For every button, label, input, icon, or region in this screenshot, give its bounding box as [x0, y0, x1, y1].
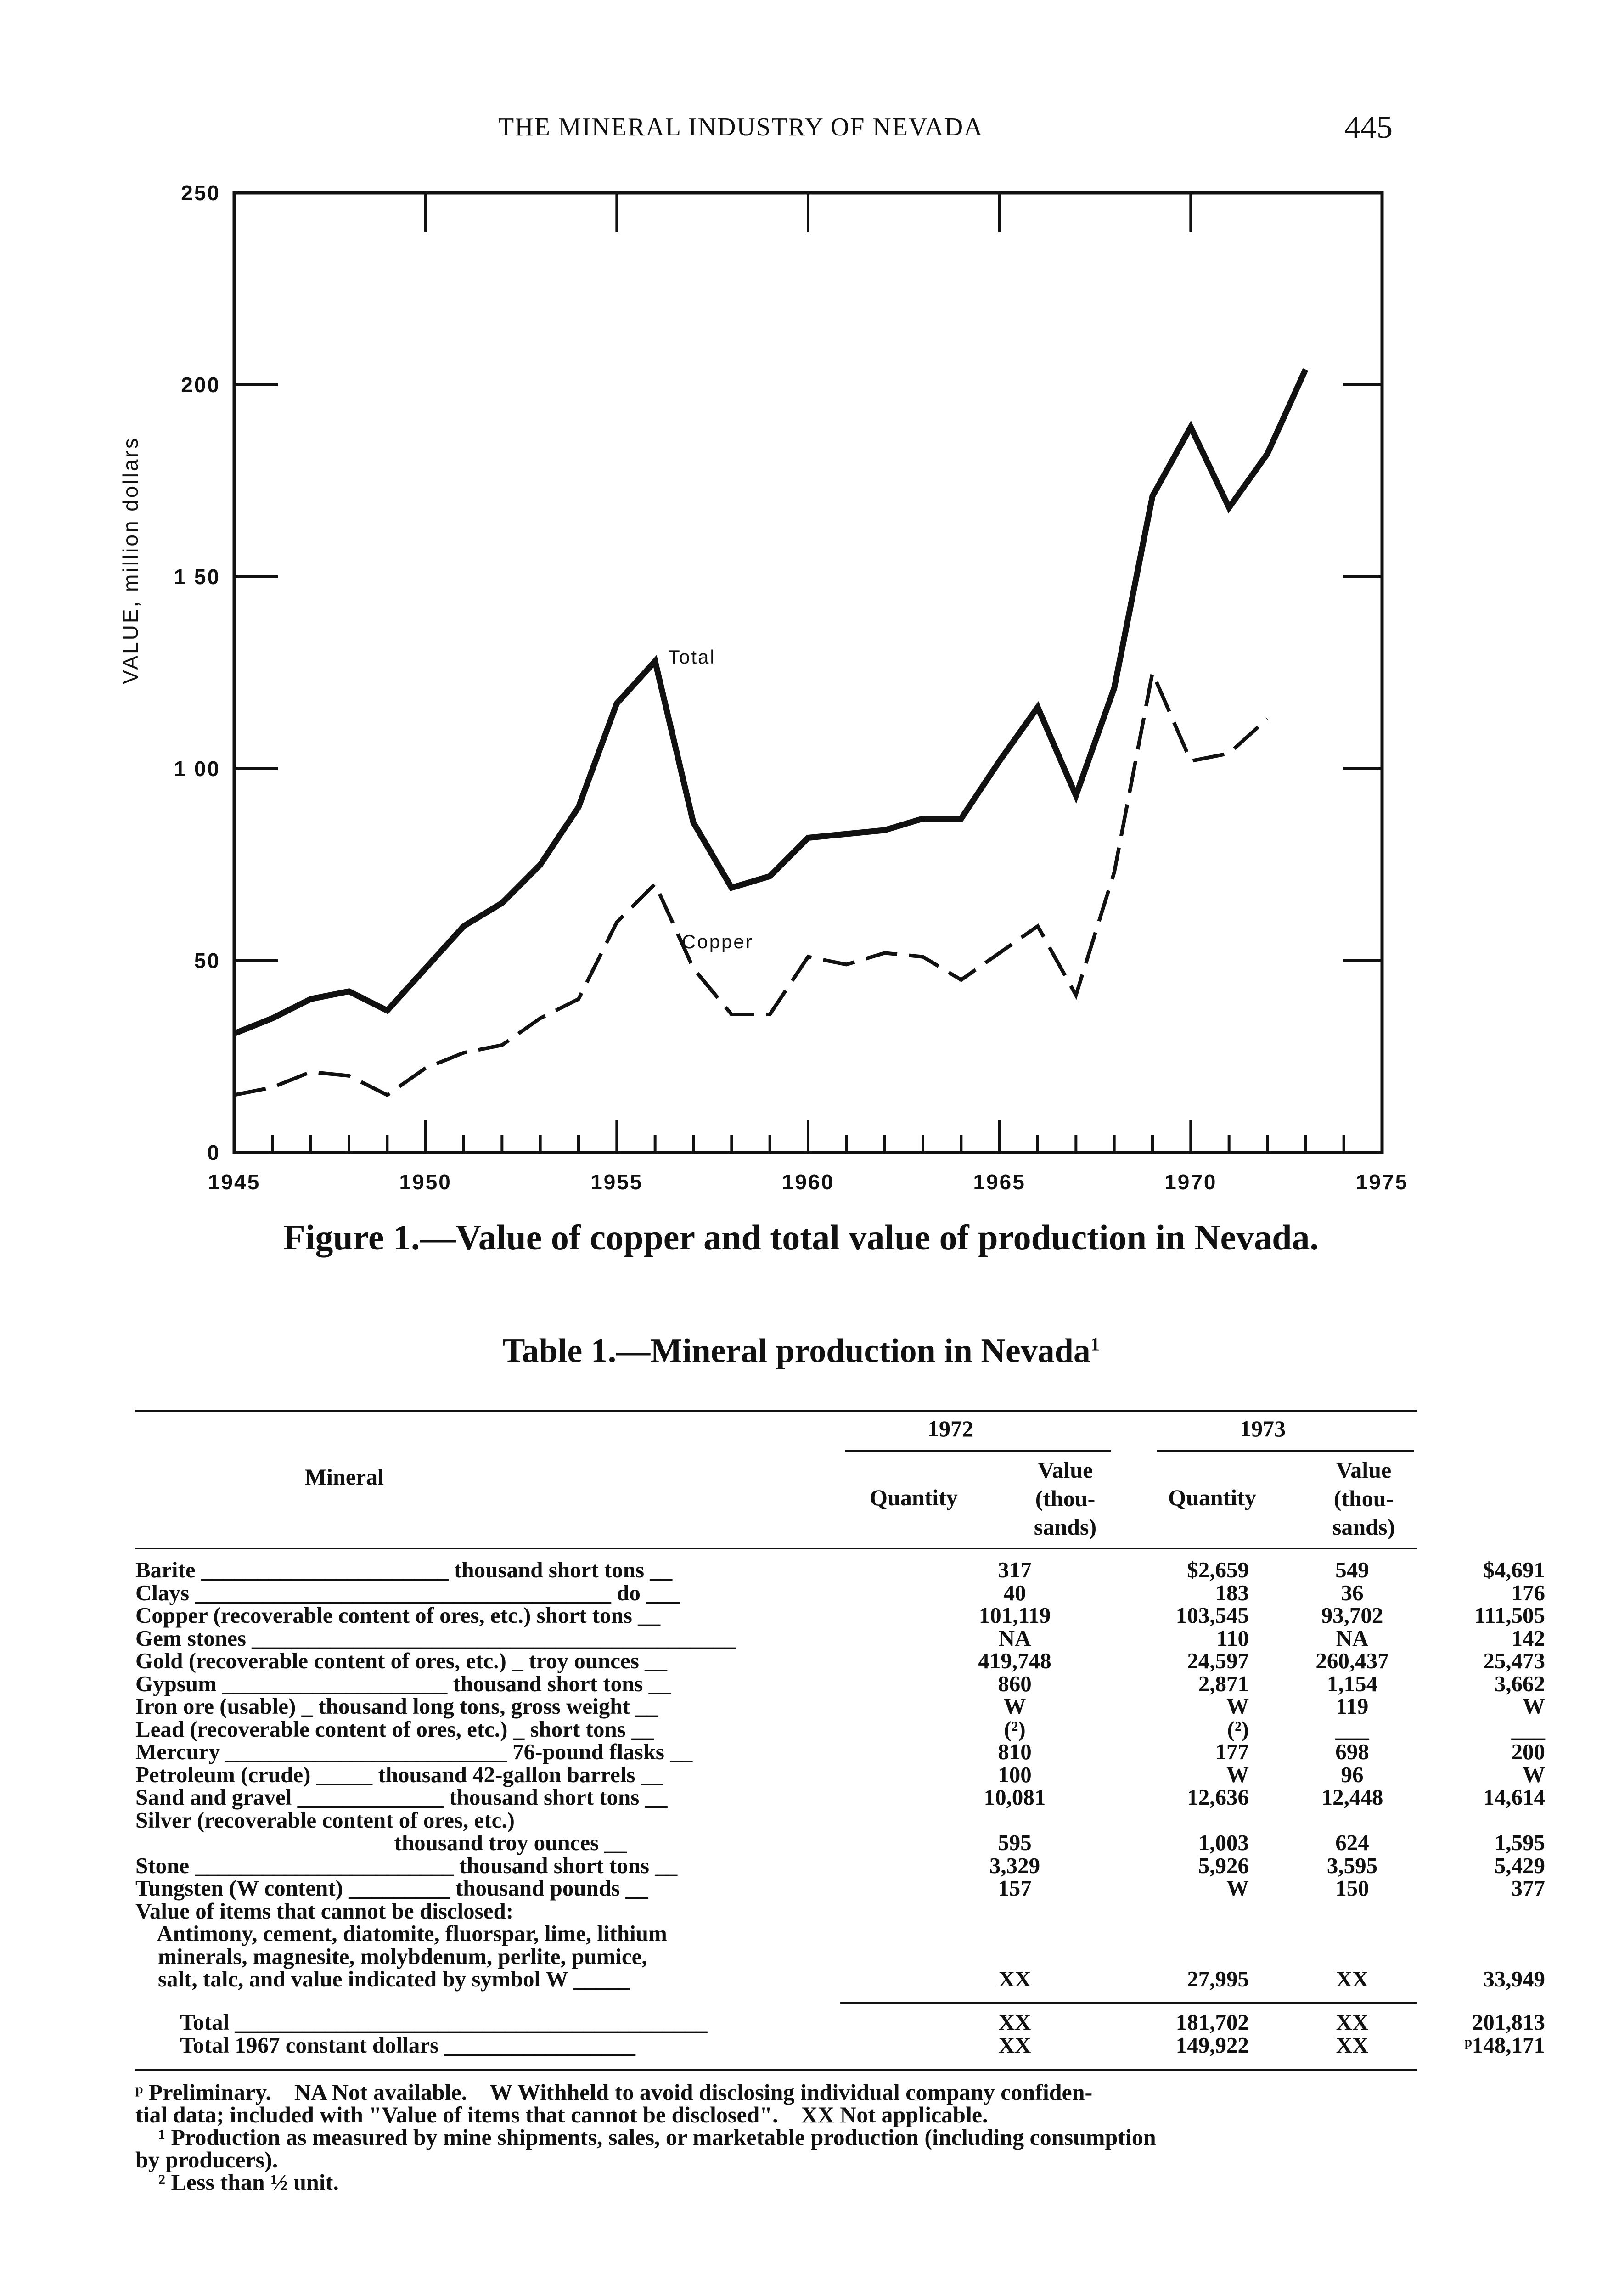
quantity-1972: W — [1003, 1694, 1026, 1719]
quantity-1973: 12,448 — [1321, 1784, 1383, 1810]
quantity-1972: 3,329 — [989, 1852, 1040, 1878]
value-1973: W — [1523, 1761, 1545, 1787]
quantity-1972: 810 — [998, 1739, 1032, 1764]
quantity-1973: 549 — [1335, 1557, 1369, 1582]
table-row — [135, 1580, 1545, 1605]
quantity-1972: 101,119 — [978, 1603, 1051, 1628]
value-1973: 377 — [1511, 1875, 1545, 1901]
col-value-line1: Value — [1336, 1457, 1392, 1483]
table-row — [135, 1716, 1545, 1742]
col-value-1972 — [1001, 1456, 1130, 1541]
x-tick-label: 1950 — [399, 1170, 452, 1194]
quantity-1972: (²) — [1004, 1716, 1026, 1742]
page-number: 445 — [1344, 110, 1393, 145]
value-1972: 5,926 — [1198, 1852, 1249, 1878]
quantity-1973: 93,702 — [1321, 1603, 1383, 1628]
value-1973: 14,614 — [1483, 1784, 1545, 1810]
year-1972: 1972 — [927, 1416, 973, 1441]
quantity-1972: 860 — [998, 1671, 1032, 1696]
footnote-line: ¹ Production as measured by mine shipments, sales, or marketable production (including consumption — [135, 2124, 1156, 2150]
mineral-label: Tungsten (W content) _________ thousand pounds __ — [135, 1875, 648, 1901]
quantity-1972: 157 — [998, 1875, 1032, 1901]
quantity-1972: 317 — [998, 1557, 1032, 1582]
mineral-label: Copper (recoverable content of ores, etc.) short tons __ — [135, 1603, 661, 1628]
value-1972: W — [1226, 1694, 1249, 1719]
col-mineral: Mineral — [304, 1464, 384, 1490]
value-1973: 176 — [1511, 1580, 1545, 1605]
x-tick-label: 1965 — [973, 1170, 1026, 1194]
value-1972: 149,922 — [1175, 2032, 1249, 2058]
table-row — [135, 1829, 1545, 1855]
table-row — [135, 1693, 1545, 1719]
quantity-1972: 10,081 — [984, 1784, 1046, 1810]
table-title-footnote: 1 — [1090, 1334, 1100, 1355]
mineral-label: Total 1967 constant dollars _________________ — [135, 2032, 635, 2058]
value-1973: W — [1523, 1694, 1545, 1719]
quantity-1973: NA — [1336, 1625, 1369, 1651]
quantity-1972: XX — [998, 1966, 1031, 1992]
annotation-copper: Copper — [682, 931, 753, 952]
value-1972: $2,659 — [1187, 1557, 1249, 1582]
quantity-1973: 624 — [1335, 1830, 1369, 1855]
x-tick-label: 1955 — [590, 1170, 643, 1194]
value-1973: 200 — [1511, 1739, 1545, 1764]
quantity-1972: 40 — [1003, 1580, 1026, 1605]
y-tick-label: 1 50 — [174, 565, 220, 589]
year-1972-rule — [845, 1450, 1111, 1452]
value-1973: ___ — [1511, 1716, 1545, 1742]
table-row — [135, 1784, 1545, 1810]
table-row — [135, 1557, 1545, 1582]
quantity-1972: 595 — [998, 1830, 1032, 1855]
quantity-1973: 150 — [1335, 1875, 1369, 1901]
quantity-1973: 119 — [1336, 1694, 1369, 1719]
x-tick-label: 1960 — [781, 1170, 835, 1194]
mineral-label: Value of items that cannot be disclosed: — [135, 1898, 514, 1924]
col-value-line3: sands) — [1034, 1514, 1097, 1540]
table-row — [135, 1966, 1545, 1992]
col-quantity-1973: Quantity — [1168, 1485, 1256, 1510]
mineral-label: Total __________________________________________ — [135, 2009, 708, 2035]
quantity-1972: XX — [998, 2009, 1031, 2035]
value-1973: 111,505 — [1474, 1603, 1545, 1628]
footnote-line: ² Less than ½ unit. — [135, 2169, 339, 2195]
table-bottom-rule — [135, 2069, 1417, 2071]
table-row — [135, 2009, 1545, 2035]
totals-rule — [840, 2002, 1417, 2004]
mineral-label: Gypsum ____________________ thousand short tons __ — [135, 1671, 671, 1696]
y-tick-label: 200 — [181, 373, 220, 397]
footnote-line: by producers). — [135, 2147, 278, 2172]
y-tick-label: 0 — [207, 1141, 220, 1165]
col-value-line1: Value — [1037, 1457, 1093, 1483]
table-row — [135, 1943, 1414, 1967]
mineral-label: Silver (recoverable content of ores, etc.) — [135, 1807, 515, 1833]
col-value-line2: (thou- — [1333, 1486, 1394, 1511]
header-bottom-rule — [135, 1548, 1417, 1549]
mineral-label: thousand troy ounces __ — [135, 1830, 627, 1855]
table-row — [135, 1671, 1545, 1696]
table-row — [135, 1625, 1545, 1651]
quantity-1973: 260,437 — [1315, 1648, 1389, 1673]
table-title-text: Table 1.—Mineral production in Nevada — [502, 1332, 1090, 1370]
quantity-1973: 698 — [1335, 1739, 1369, 1764]
mineral-label: Stone _______________________ thousand short tons __ — [135, 1852, 678, 1878]
mineral-label: Lead (recoverable content of ores, etc.) _ short tons __ — [135, 1716, 654, 1742]
table-row — [135, 1920, 1414, 1944]
mineral-label: Barite ______________________ thousand short tons __ — [135, 1557, 673, 1582]
value-1972: 103,545 — [1175, 1603, 1249, 1628]
value-1972: W — [1226, 1761, 1249, 1787]
x-tick-label: 1970 — [1164, 1170, 1217, 1194]
quantity-1973: 36 — [1341, 1580, 1364, 1605]
value-1973: 142 — [1511, 1625, 1545, 1651]
quantity-1973: 96 — [1341, 1761, 1364, 1787]
table-row — [135, 1739, 1545, 1764]
table-row — [135, 1761, 1545, 1787]
plot-frame — [234, 193, 1382, 1153]
mineral-label: salt, talc, and value indicated by symbol W _____ — [135, 1966, 630, 1992]
table-row — [135, 1648, 1545, 1673]
mineral-label: Sand and gravel _____________ thousand short tons __ — [135, 1784, 668, 1810]
series-line-total — [234, 370, 1305, 1034]
value-1972: 12,636 — [1187, 1784, 1249, 1810]
quantity-1972: NA — [998, 1625, 1031, 1651]
y-tick-label: 1 00 — [174, 757, 220, 781]
value-1972: 183 — [1215, 1580, 1249, 1605]
quantity-1973: 1,154 — [1327, 1671, 1378, 1696]
mineral-label: Clays _____________________________________ do ___ — [135, 1580, 680, 1605]
value-1973: $4,691 — [1483, 1557, 1545, 1582]
mineral-label: minerals, magnesite, molybdenum, perlite, pumice, — [135, 1943, 647, 1969]
value-1972: W — [1226, 1875, 1249, 1901]
value-1972: 2,871 — [1198, 1671, 1249, 1696]
table-title — [0, 1332, 1602, 1371]
y-tick-label: 50 — [194, 949, 220, 973]
quantity-1972: XX — [998, 2032, 1031, 2058]
table-row — [135, 1875, 1545, 1901]
quantity-1972: 100 — [998, 1761, 1032, 1787]
mineral-label: Iron ore (usable) _ thousand long tons, gross weight __ — [135, 1694, 658, 1719]
value-1973: 5,429 — [1494, 1852, 1545, 1878]
value-1973: 201,813 — [1472, 2009, 1545, 2035]
year-1973-rule — [1157, 1450, 1414, 1452]
quantity-1973: XX — [1336, 1966, 1369, 1992]
x-tick-label: 1975 — [1355, 1170, 1409, 1194]
value-1972: (²) — [1227, 1716, 1249, 1742]
table-row — [135, 1807, 1414, 1831]
value-1973: 3,662 — [1494, 1671, 1545, 1696]
annotation-total: Total — [668, 646, 716, 668]
running-header: THE MINERAL INDUSTRY OF NEVADA — [498, 113, 984, 141]
x-tick-label: 1945 — [208, 1170, 261, 1194]
quantity-1973: XX — [1336, 2032, 1369, 2058]
value-1972: 181,702 — [1175, 2009, 1249, 2035]
year-1973: 1973 — [1240, 1416, 1286, 1441]
quantity-1973: ___ — [1335, 1716, 1369, 1742]
mineral-label: Mercury _________________________ 76-pound flasks __ — [135, 1739, 693, 1764]
value-1972: 1,003 — [1198, 1830, 1249, 1855]
quantity-1973: XX — [1336, 2009, 1369, 2035]
quantity-1973: 3,595 — [1327, 1852, 1378, 1878]
y-tick-label: 250 — [181, 181, 220, 205]
value-1973: 1,595 — [1494, 1830, 1545, 1855]
table-row — [135, 1898, 1414, 1922]
y-axis-label: VALUE, million dollars — [118, 436, 142, 684]
table-top-rule — [135, 1410, 1417, 1412]
footnote-line: ᵖ Preliminary. NA Not available. W Withheld to avoid disclosing individual company confiden- — [135, 2079, 1093, 2105]
col-quantity-1972: Quantity — [870, 1485, 958, 1510]
value-1972: 24,597 — [1187, 1648, 1249, 1673]
table-row — [135, 1852, 1545, 1878]
table-row — [135, 2032, 1545, 2058]
mineral-label: Antimony, cement, diatomite, fluorspar, lime, lithium — [135, 1921, 667, 1946]
col-value-line2: (thou- — [1035, 1486, 1096, 1511]
value-1973: ᵖ148,171 — [1464, 2032, 1545, 2058]
table-row — [135, 1602, 1545, 1628]
footnote-line: tial data; included with "Value of items that cannot be disclosed". XX Not applicable. — [135, 2102, 988, 2127]
col-value-1973 — [1309, 1456, 1419, 1541]
value-1973: 25,473 — [1483, 1648, 1545, 1673]
value-1972: 27,995 — [1187, 1966, 1249, 1992]
value-1973: 33,949 — [1483, 1966, 1545, 1992]
mineral-label: Gold (recoverable content of ores, etc.) _ troy ounces __ — [135, 1648, 668, 1673]
quantity-1972: 419,748 — [978, 1648, 1051, 1673]
value-1972: 110 — [1216, 1625, 1249, 1651]
mineral-label: Gem stones ___________________________________________ — [135, 1625, 736, 1651]
mineral-label: Petroleum (crude) _____ thousand 42-gallon barrels __ — [135, 1761, 663, 1787]
figure-caption: Figure 1.—Value of copper and total value of production in Nevada. — [283, 1217, 1319, 1257]
col-value-line3: sands) — [1332, 1514, 1395, 1540]
value-1972: 177 — [1215, 1739, 1249, 1764]
